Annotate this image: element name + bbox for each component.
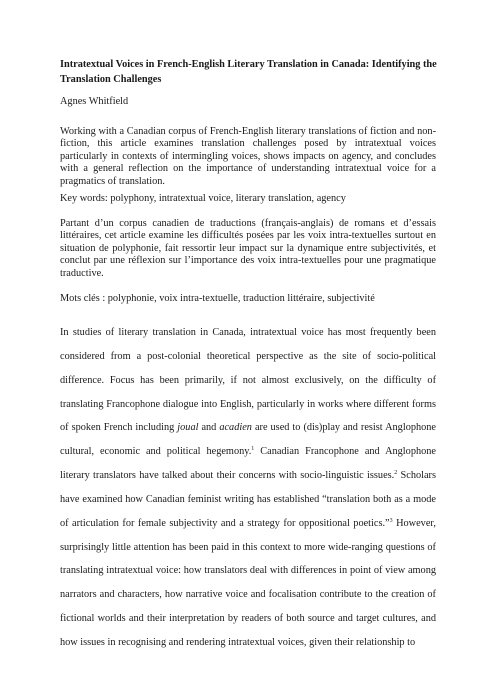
body-text-run: Canadian Francophone and Anglophone literary translators have talked about their concerns with socio-linguistic issues. xyxy=(60,446,436,482)
body-text-run: In studies of literary translation in Canada, intratextual voice has most frequently been considered from a post-colonial theoretical perspective as the site of socio-political difference. Focus has been primarily, if not almost exclusively, on the difficulty of translating Francophone dialogue into English, particularly in works where different forms of spoken French including xyxy=(60,327,436,434)
footnote-ref-3[interactable]: 3 xyxy=(389,517,393,524)
body-text-run: and xyxy=(198,422,220,434)
keywords-french: Mots clés : polyphonie, voix intra-textuelle, traduction littéraire, subjectivité xyxy=(60,293,375,304)
abstract-french: Partant d’un corpus canadien de traductions (français-anglais) de romans et d’essais littéraires, cet article examine les difficultés posées par les voix intra-textuelles surtout en situation de polyphonie, fait ressortir leur impact sur la dynamique entre subjectivités, et conclut par une réflexion sur l’importance des voix intra-textuelles pour une pragmatique traductive. xyxy=(60,218,436,279)
footnote-ref-1[interactable]: 1 xyxy=(251,446,255,453)
abstract-english: Working with a Canadian corpus of French-English literary translations of fiction and non-fiction, this article examines translation challenges posed by intratextual voices particularly in contexts of intermingling voices, shows impacts on agency, and concludes with a general reflection on the importance of understanding intratextual voice for a pragmatics of translation. xyxy=(60,126,436,187)
footnote-ref-2[interactable]: 2 xyxy=(394,470,398,477)
author-name: Agnes Whitfield xyxy=(60,96,129,107)
paper-title: Intratextual Voices in French-English Literary Translation in Canada: Identifying the Translation Challenges xyxy=(60,59,437,85)
term-joual: joual xyxy=(177,422,199,434)
body-paragraph xyxy=(60,321,436,655)
keywords-english: Key words: polyphony, intratextual voice, literary translation, agency xyxy=(60,193,346,204)
body-text-run: However, surprisingly little attention has been paid in this context to more wide-ranging questions of translating intratextual voice: how translators deal with differences in point of view among narrators and characters, how narrative voice and focalisation contribute to the creation of fictional worlds and their interpretation by readers of both source and target cultures, and how issues in recognising and rendering intratextual voices, given their relationship to xyxy=(60,517,436,648)
term-acadien: acadien xyxy=(219,422,252,434)
body-text-run: are used to (dis)play and resist Anglophone cultural, economic and political hegemony. xyxy=(60,422,437,458)
body-text-run: Scholars have examined how Canadian feminist writing has established “translation both as a mode of articulation for female subjectivity and a strategy for oppositional poetics.” xyxy=(60,470,436,529)
